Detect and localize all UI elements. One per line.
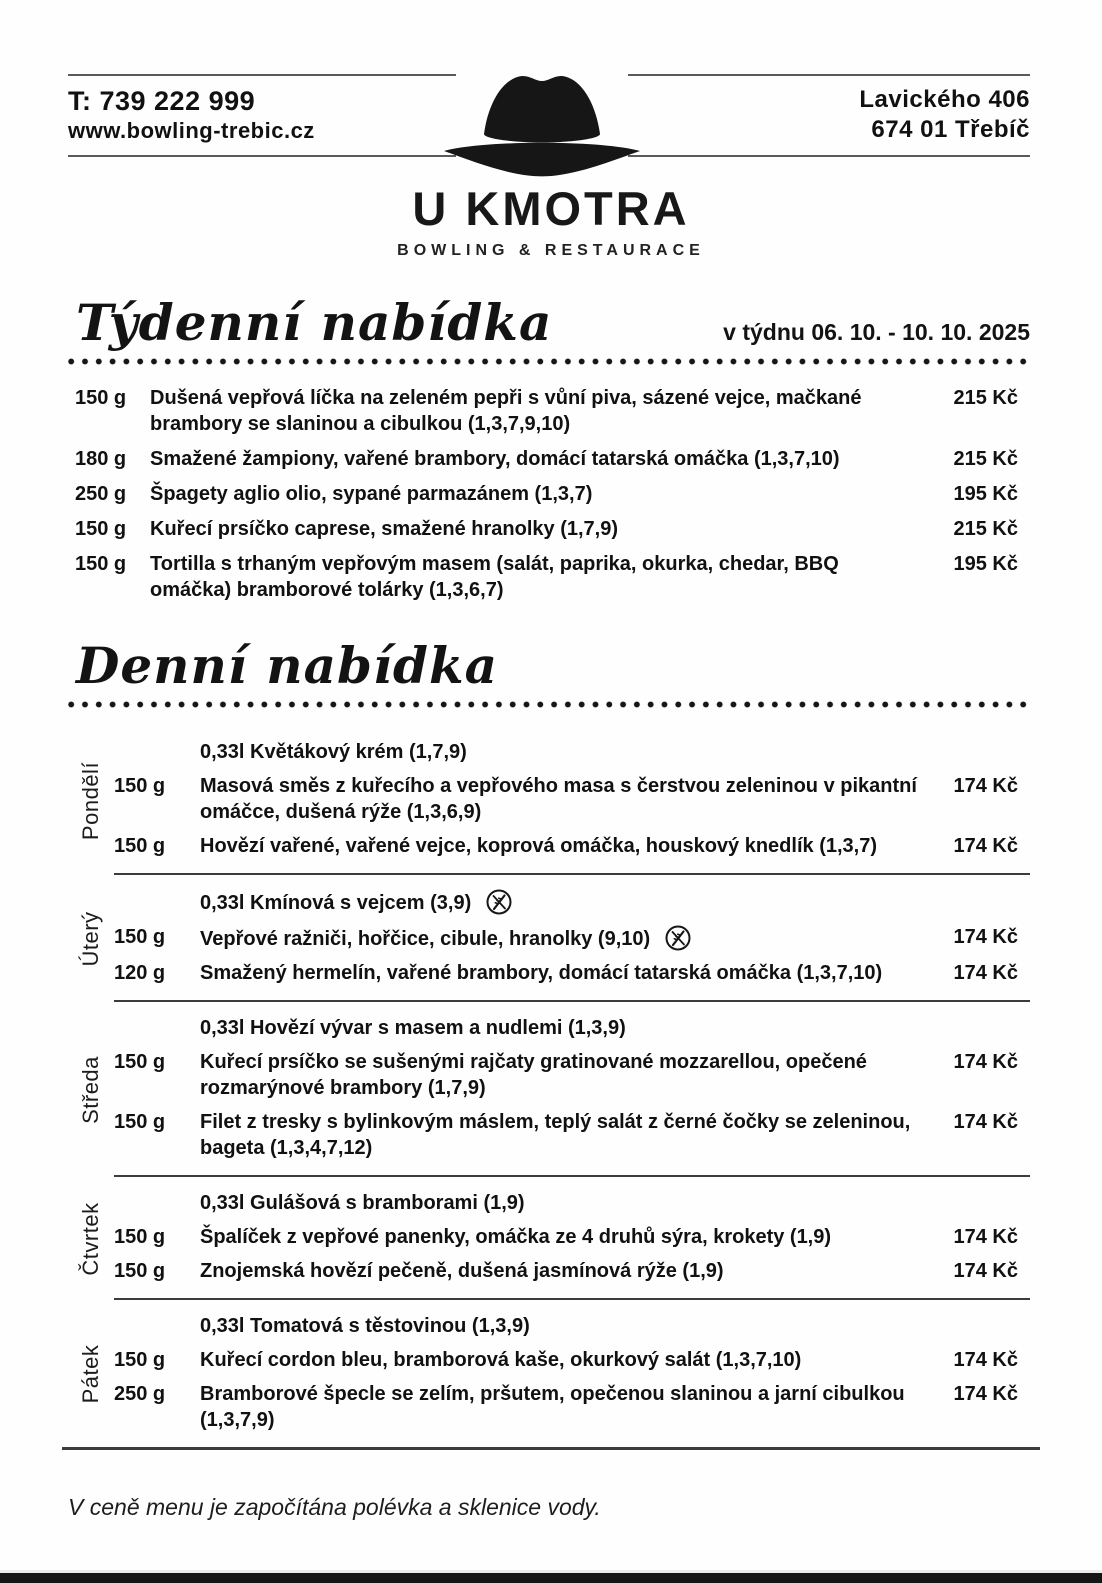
item-price: 174 Kč xyxy=(953,926,1018,948)
day-label: Čtvrtek xyxy=(78,1201,103,1276)
item-price: 174 Kč xyxy=(953,775,1018,797)
item-description xyxy=(200,960,935,986)
item-weight: 150 g xyxy=(114,1226,166,1248)
soup-price-spacer xyxy=(935,1313,1030,1339)
item-weight: 250 g xyxy=(114,1383,166,1405)
day-block xyxy=(68,1002,1030,1177)
item-description-text: Znojemská hovězí pečeně, dušená jasmínová rýže (1,9) xyxy=(200,1260,724,1282)
soup-text: 0,33l Hovězí vývar s masem a nudlemi (1,3,9) xyxy=(200,1017,626,1039)
item-description: Kuřecí prsíčko caprese, smažené hranolky (1,7,9) xyxy=(150,518,618,540)
item-weight: 250 g xyxy=(75,483,127,505)
item-description xyxy=(200,1381,935,1433)
daily-menu-item xyxy=(114,773,1030,825)
day-content xyxy=(114,726,1030,875)
soup-description xyxy=(200,888,935,916)
item-description-text: Kuřecí cordon bleu, bramborová kaše, okurkový salát (1,3,7,10) xyxy=(200,1349,802,1371)
item-description-text: Masová směs z kuřecího a vepřového masa s čerstvou zeleninou v pikantní omáčce, dušená rýže (1,3,6,9) xyxy=(200,775,917,823)
item-price: 174 Kč xyxy=(953,835,1018,857)
item-weight: 180 g xyxy=(75,448,127,470)
item-price: 215 Kč xyxy=(953,448,1018,470)
day-label: Úterý xyxy=(78,910,103,967)
item-price: 174 Kč xyxy=(953,1226,1018,1248)
contact-block xyxy=(68,74,456,157)
item-description xyxy=(200,924,935,952)
item-description-text: Bramborové špecle se zelím, pršutem, opečenou slaninou a jarní cibulkou (1,3,7,9) xyxy=(200,1383,905,1431)
soup-text: 0,33l Kmínová s vejcem (3,9) xyxy=(200,892,472,914)
day-label: Středa xyxy=(78,1055,103,1124)
daily-menu-item xyxy=(114,833,1030,859)
item-description xyxy=(200,833,935,859)
footer-note: V ceně menu je započítána polévka a sklenice vody. xyxy=(68,1494,601,1520)
weekly-section-head xyxy=(68,294,1030,352)
daily-title: Denní nabídka xyxy=(76,636,498,695)
soup-row xyxy=(114,1015,1030,1041)
day-content xyxy=(114,1300,1030,1447)
item-description-text: Špalíček z vepřové panenky, omáčka ze 4 druhů sýra, krokety (1,9) xyxy=(200,1226,832,1248)
daily-menu-item xyxy=(114,1258,1030,1284)
weekly-menu-item xyxy=(68,551,1030,603)
item-price: 174 Kč xyxy=(953,962,1018,984)
item-description xyxy=(200,1224,935,1250)
item-price: 195 Kč xyxy=(953,553,1018,575)
item-description-text: Hovězí vařené, vařené vejce, koprová omáčka, houskový knedlík (1,3,7) xyxy=(200,835,877,857)
day-block xyxy=(68,1177,1030,1300)
item-description: Smažené žampiony, vařené brambory, domácí tatarská omáčka (1,3,7,10) xyxy=(150,448,840,470)
soup-row xyxy=(114,888,1030,916)
soup-price-spacer xyxy=(935,1190,1030,1216)
restaurant-name: U KMOTRA xyxy=(412,182,690,235)
phone-number: T: 739 222 999 xyxy=(68,86,256,116)
item-weight: 150 g xyxy=(114,835,166,857)
day-gutter xyxy=(68,1177,114,1300)
daily-menu-item xyxy=(114,1347,1030,1373)
bottom-divider xyxy=(62,1447,1040,1450)
day-gutter xyxy=(68,726,114,875)
fedora-hat-icon xyxy=(442,72,642,178)
item-weight: 150 g xyxy=(75,387,127,409)
soup-description xyxy=(200,1313,935,1339)
day-gutter xyxy=(68,1300,114,1447)
website-url: www.bowling-trebic.cz xyxy=(68,118,315,143)
item-description-text: Kuřecí prsíčko se sušenými rajčaty gratinované mozzarellou, opečené rozmarýnové brambory (1,7,9) xyxy=(200,1051,867,1099)
item-price: 174 Kč xyxy=(953,1349,1018,1371)
item-weight: 150 g xyxy=(114,1349,166,1371)
day-gutter xyxy=(68,1002,114,1177)
soup-description xyxy=(200,1015,935,1041)
daily-menu-item xyxy=(114,960,1030,986)
item-description xyxy=(200,1049,935,1101)
soup-weight-spacer xyxy=(114,1190,200,1216)
gluten-free-icon xyxy=(485,888,513,916)
item-description: Špagety aglio olio, sypané parmazánem (1,3,7) xyxy=(150,483,593,505)
soup-text: 0,33l Tomatová s těstovinou (1,3,9) xyxy=(200,1315,530,1337)
soup-price-spacer xyxy=(935,888,1030,916)
item-description-text: Smažený hermelín, vařené brambory, domácí tatarská omáčka (1,3,7,10) xyxy=(200,962,883,984)
weekly-menu-item xyxy=(68,481,1030,507)
item-price: 174 Kč xyxy=(953,1383,1018,1405)
logo-cell xyxy=(456,74,628,157)
item-description-text: Filet z tresky s bylinkovým máslem, teplý salát z černé čočky se zeleninou, bageta (1,3,4,7,12) xyxy=(200,1111,911,1159)
item-price: 174 Kč xyxy=(953,1111,1018,1133)
weekly-menu-item xyxy=(68,446,1030,472)
dotted-divider xyxy=(68,358,1030,365)
item-price: 174 Kč xyxy=(953,1260,1018,1282)
dotted-divider xyxy=(68,701,1030,708)
item-price: 215 Kč xyxy=(953,387,1018,409)
item-weight: 120 g xyxy=(114,962,166,984)
header xyxy=(68,74,1030,157)
address-street: Lavického 406 xyxy=(859,86,1030,113)
item-weight: 150 g xyxy=(114,926,166,948)
daily-menu-item xyxy=(114,924,1030,952)
item-weight: 150 g xyxy=(114,775,166,797)
item-weight: 150 g xyxy=(75,518,127,540)
item-description: Tortilla s trhaným vepřovým masem (salát, paprika, okurka, chedar, BBQ omáčka) bramborové tolárky (1,3,6,7) xyxy=(150,553,839,601)
soup-text: 0,33l Gulášová s bramborami (1,9) xyxy=(200,1192,525,1214)
soup-row xyxy=(114,1313,1030,1339)
soup-row xyxy=(114,739,1030,765)
item-weight: 150 g xyxy=(75,553,127,575)
day-block xyxy=(68,726,1030,875)
daily-menu-list xyxy=(68,726,1030,1447)
soup-text: 0,33l Květákový krém (1,7,9) xyxy=(200,741,467,763)
weekly-menu-list xyxy=(68,385,1030,603)
gluten-free-icon xyxy=(664,924,692,952)
item-description xyxy=(200,1258,935,1284)
soup-price-spacer xyxy=(935,1015,1030,1041)
day-block xyxy=(68,875,1030,1002)
address-block xyxy=(628,74,1030,157)
weekly-title: Týdenní nabídka xyxy=(76,293,553,352)
day-block xyxy=(68,1300,1030,1447)
item-description xyxy=(200,773,935,825)
day-label: Pátek xyxy=(78,1344,103,1403)
item-price: 195 Kč xyxy=(953,483,1018,505)
item-weight: 150 g xyxy=(114,1260,166,1282)
day-gutter xyxy=(68,875,114,1002)
item-weight: 150 g xyxy=(114,1051,166,1073)
item-description: Dušená vepřová líčka na zeleném pepři s vůní piva, sázené vejce, mačkané brambory se slaninou a cibulkou (1,3,7,9,10) xyxy=(150,387,862,435)
item-price: 215 Kč xyxy=(953,518,1018,540)
daily-menu-item xyxy=(114,1381,1030,1433)
address-city: 674 01 Třebíč xyxy=(871,116,1030,143)
soup-weight-spacer xyxy=(114,739,200,765)
item-weight: 150 g xyxy=(114,1111,166,1133)
item-description-text: Vepřové ražniči, hořčice, cibule, hranolky (9,10) xyxy=(200,928,651,950)
weekly-menu-item xyxy=(68,385,1030,437)
soup-weight-spacer xyxy=(114,1015,200,1041)
soup-price-spacer xyxy=(935,739,1030,765)
daily-section-head xyxy=(68,637,1030,695)
weekly-date-range: v týdnu 06. 10. - 10. 10. 2025 xyxy=(723,319,1030,345)
soup-weight-spacer xyxy=(114,1313,200,1339)
day-content xyxy=(114,1002,1030,1177)
restaurant-subtitle: BOWLING & RESTAURACE xyxy=(397,242,705,259)
item-price: 174 Kč xyxy=(953,1051,1018,1073)
weekly-menu-item xyxy=(68,516,1030,542)
day-content xyxy=(114,875,1030,1002)
daily-menu-item xyxy=(114,1109,1030,1161)
day-label: Pondělí xyxy=(78,761,103,840)
soup-description xyxy=(200,739,935,765)
soup-weight-spacer xyxy=(114,888,200,916)
daily-menu-item xyxy=(114,1224,1030,1250)
daily-menu-item xyxy=(114,1049,1030,1101)
day-content xyxy=(114,1177,1030,1300)
bottom-black-bar xyxy=(0,1573,1102,1583)
item-description xyxy=(200,1347,935,1373)
item-description xyxy=(200,1109,935,1161)
soup-description xyxy=(200,1190,935,1216)
soup-row xyxy=(114,1190,1030,1216)
